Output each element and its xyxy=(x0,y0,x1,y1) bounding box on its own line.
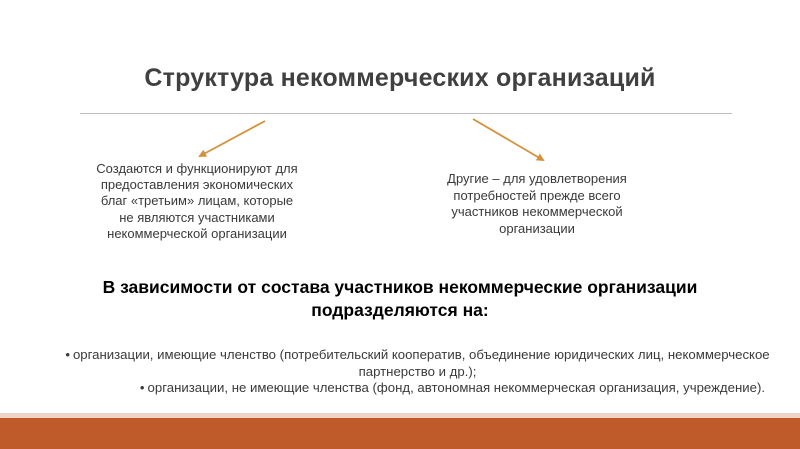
arrow-right xyxy=(473,119,543,160)
bullet-icon: • xyxy=(139,380,145,395)
bullet-item-membership xyxy=(60,347,775,380)
arrow-left xyxy=(200,121,265,156)
classification-heading: В зависимости от состава участников некоммерческие организации подразделяются на: xyxy=(102,277,698,320)
footer-bar xyxy=(0,418,800,449)
bullet-icon: • xyxy=(65,347,70,362)
right-description: Другие – для удовлетворения потребностей прежде всего участников некоммерческой организации xyxy=(447,171,627,236)
bullet-item-no-membership xyxy=(60,380,775,397)
bullet-text: организации, не имеющие членства (фонд, автономная некоммерческая организация, учреждение). xyxy=(147,380,765,395)
bullet-text: организации, имеющие членство (потребительский кооператив, объединение юридических лиц, некоммерческое партнерство и др.); xyxy=(72,347,770,379)
left-description: Создаются и функционируют для предоставления экономических благ «третьим» лицам, которые не являются участниками некоммерческой организации xyxy=(96,161,298,241)
slide-title: Структура некоммерческих организаций xyxy=(144,64,656,92)
bullet-list xyxy=(60,347,775,397)
title-divider xyxy=(80,113,732,114)
